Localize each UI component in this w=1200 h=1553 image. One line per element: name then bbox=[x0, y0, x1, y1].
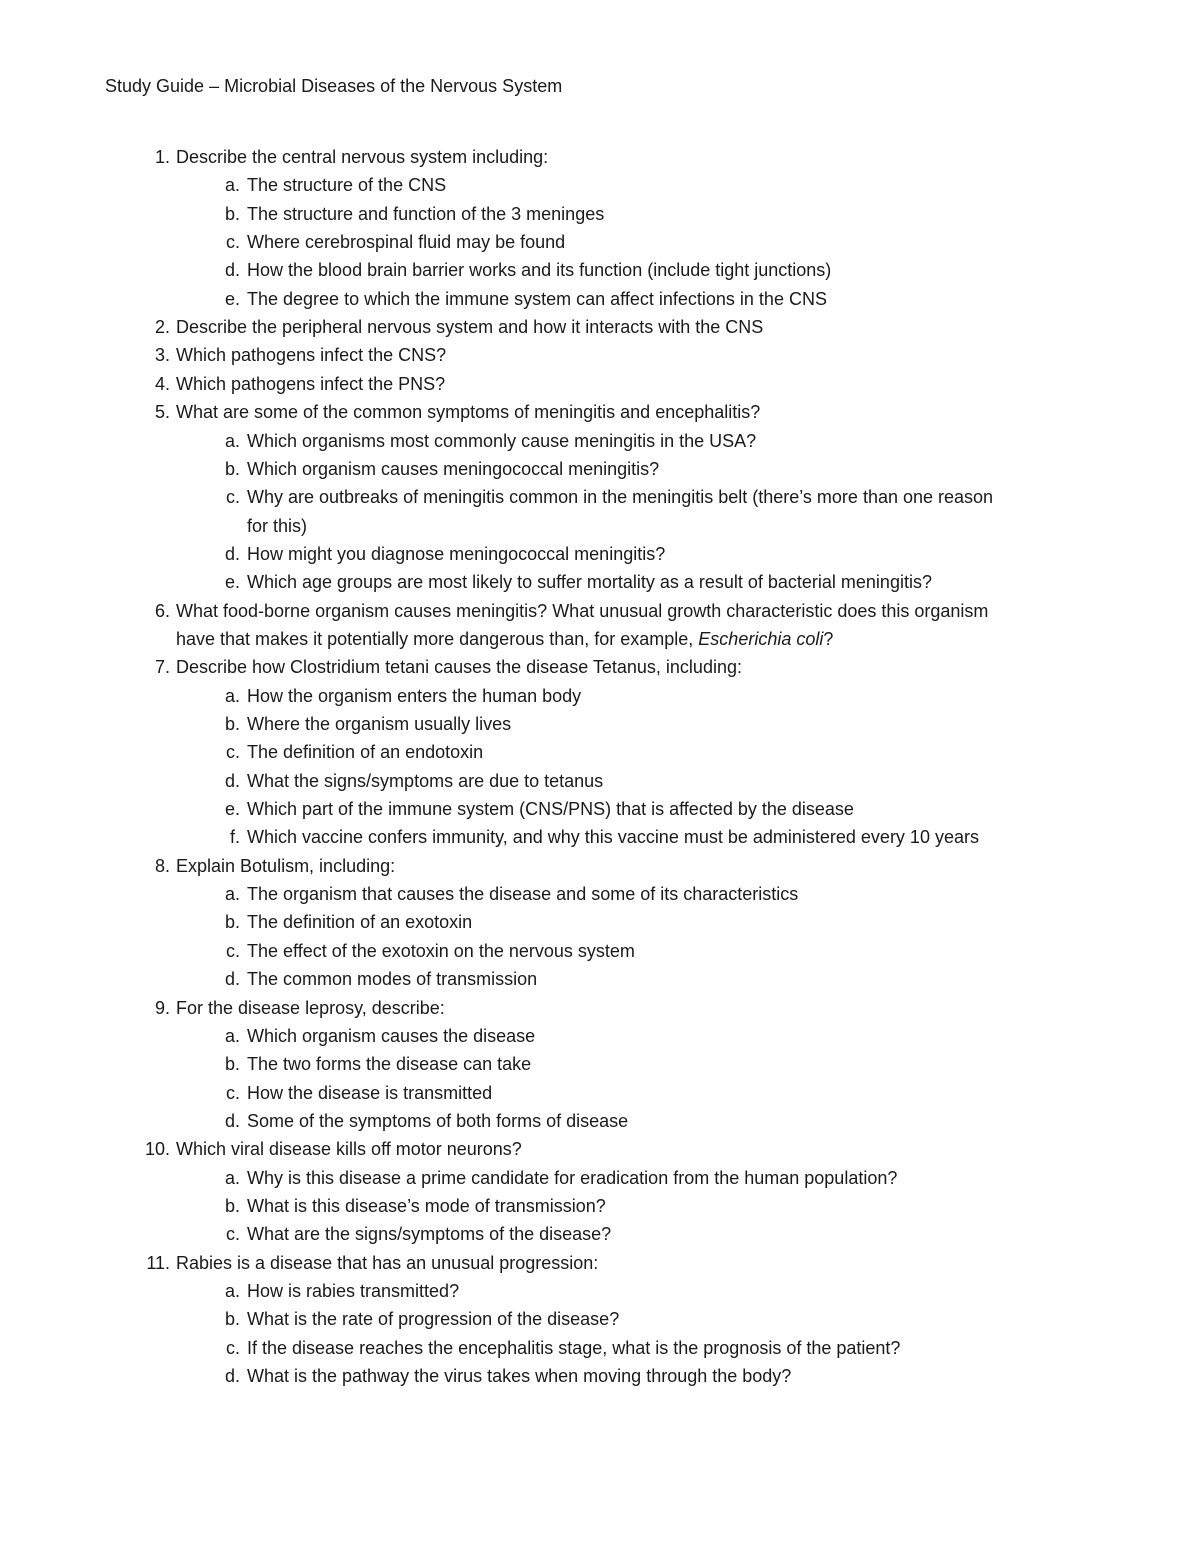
list-marker: d. bbox=[224, 770, 240, 791]
list-marker: d. bbox=[224, 543, 240, 564]
list-marker: a. bbox=[224, 1167, 240, 1188]
sub-question-item bbox=[0, 1222, 1200, 1246]
question-item bbox=[0, 372, 1200, 396]
sub-question-item bbox=[0, 570, 1200, 594]
list-item-text bbox=[176, 145, 548, 169]
list-item-text bbox=[176, 372, 445, 396]
sub-question-item bbox=[0, 230, 1200, 254]
list-marker: b. bbox=[224, 1309, 240, 1330]
list-item-text bbox=[176, 655, 742, 679]
list-item-text-main: Where the organism usually lives bbox=[247, 714, 512, 734]
list-item-text-main: Which organism causes meningococcal meningitis? bbox=[247, 458, 660, 479]
list-item-text-main: The structure of the CNS bbox=[247, 175, 447, 196]
list-item-text bbox=[247, 1307, 619, 1331]
list-item-text bbox=[247, 514, 307, 538]
list-marker: b. bbox=[224, 203, 240, 224]
list-marker: a. bbox=[224, 1281, 240, 1301]
sub-question-item bbox=[0, 1024, 1200, 1048]
list-item-text-main: How might you diagnose meningococcal meningitis? bbox=[247, 543, 666, 564]
list-item-text bbox=[247, 939, 635, 963]
list-item-text-main: The definition of an endotoxin bbox=[247, 742, 484, 763]
question-item bbox=[0, 996, 1200, 1020]
list-item-text bbox=[247, 1052, 531, 1076]
list-marker: a. bbox=[224, 884, 240, 905]
list-marker: f. bbox=[229, 827, 240, 848]
list-item-text-main: Describe the central nervous system including: bbox=[176, 147, 549, 167]
list-item-text-main: For the disease leprosy, describe: bbox=[176, 997, 445, 1018]
sub-question-item bbox=[0, 1081, 1200, 1105]
list-item-text-main: Describe how Clostridium tetani causes the disease Tetanus, including: bbox=[176, 657, 742, 678]
list-marker: 11. bbox=[146, 1252, 170, 1273]
sub-question-item bbox=[0, 825, 1200, 849]
list-item-text-main: Which viral disease kills off motor neurons? bbox=[176, 1139, 522, 1160]
sub-question-item bbox=[0, 1109, 1200, 1133]
list-item-text bbox=[247, 740, 483, 764]
sub-question-item bbox=[0, 797, 1200, 821]
list-item-text-main: What are some of the common symptoms of meningitis and encephalitis? bbox=[176, 402, 761, 423]
question-item bbox=[0, 315, 1200, 339]
sub-question-item bbox=[0, 740, 1200, 764]
sub-question-item bbox=[0, 202, 1200, 226]
list-marker: a. bbox=[224, 685, 240, 706]
list-marker: e. bbox=[224, 799, 240, 820]
list-item-text-main: Some of the symptoms of both forms of disease bbox=[247, 1110, 629, 1131]
list-item-text-main: What is the pathway the virus takes when moving through the body? bbox=[247, 1366, 792, 1387]
list-marker: 4. bbox=[154, 373, 170, 394]
list-marker: c. bbox=[225, 487, 240, 508]
list-item-text bbox=[247, 542, 665, 566]
sub-question-item bbox=[0, 684, 1200, 708]
question-item bbox=[0, 343, 1200, 367]
list-item-text-main: Which organisms most commonly cause meningitis in the USA? bbox=[247, 430, 757, 451]
list-item-text-main: Why are outbreaks of meningitis common in the meningitis belt (there’s more than one reason bbox=[247, 487, 994, 508]
list-marker: 1. bbox=[154, 147, 170, 167]
list-item-text bbox=[247, 684, 581, 708]
list-marker: 3. bbox=[154, 345, 170, 366]
list-item-text-main: The definition of an exotoxin bbox=[247, 912, 473, 933]
italic-species-name: Escherichia coli bbox=[698, 628, 824, 649]
sub-question-item bbox=[0, 967, 1200, 991]
list-item-text bbox=[247, 1166, 897, 1190]
list-item-text-main: What the signs/symptoms are due to tetanus bbox=[247, 770, 604, 791]
list-item-text bbox=[247, 1024, 535, 1048]
list-item-text-main: have that makes it potentially more dangerous than, for example, bbox=[176, 628, 699, 649]
list-item-text bbox=[247, 1222, 611, 1246]
list-item-text-main: Explain Botulism, including: bbox=[176, 855, 396, 876]
list-marker: c. bbox=[225, 1224, 240, 1245]
sub-question-item bbox=[0, 542, 1200, 566]
list-item-text bbox=[247, 485, 993, 509]
list-item-text-tail: ? bbox=[823, 628, 834, 649]
sub-question-item bbox=[0, 457, 1200, 481]
list-marker: c. bbox=[225, 232, 240, 253]
list-marker: d. bbox=[224, 1110, 240, 1131]
question-item bbox=[0, 599, 1200, 623]
list-item-text bbox=[247, 230, 565, 254]
list-marker: c. bbox=[225, 742, 240, 763]
list-item-text bbox=[247, 1279, 459, 1303]
list-item-text bbox=[247, 570, 932, 594]
list-marker: b. bbox=[224, 458, 240, 479]
list-item-text bbox=[176, 343, 446, 367]
list-item-text bbox=[247, 202, 604, 226]
list-item-text-main: The two forms the disease can take bbox=[247, 1054, 532, 1075]
list-marker: c. bbox=[225, 1337, 240, 1358]
list-item-text bbox=[247, 1336, 900, 1360]
list-item-text-main: Where cerebrospinal fluid may be found bbox=[247, 232, 566, 253]
sub-question-item bbox=[0, 258, 1200, 282]
list-item-continuation bbox=[0, 627, 1200, 651]
list-item-text-main: Describe the peripheral nervous system and how it interacts with the CNS bbox=[176, 317, 764, 338]
list-marker: b. bbox=[224, 714, 240, 734]
list-item-text-main: Which part of the immune system (CNS/PNS) that is affected by the disease bbox=[247, 799, 854, 820]
list-item-text-main: Which pathogens infect the PNS? bbox=[176, 373, 446, 394]
list-item-text-main: Which age groups are most likely to suffer mortality as a result of bacterial meningitis? bbox=[247, 572, 932, 593]
list-item-text bbox=[176, 996, 445, 1020]
list-item-text-main: Why is this disease a prime candidate for eradication from the human population? bbox=[247, 1167, 898, 1188]
list-item-text bbox=[247, 882, 798, 906]
list-item-text bbox=[247, 429, 756, 453]
list-item-text bbox=[176, 1251, 598, 1275]
list-marker: 9. bbox=[154, 997, 170, 1018]
question-item bbox=[0, 655, 1200, 679]
document-title: Study Guide – Microbial Diseases of the Nervous System bbox=[105, 76, 563, 96]
list-item-text-main: How the disease is transmitted bbox=[247, 1082, 493, 1103]
list-marker: 2. bbox=[154, 317, 170, 338]
list-item-text bbox=[176, 599, 988, 623]
question-item bbox=[0, 400, 1200, 424]
question-item bbox=[0, 145, 1200, 169]
list-item-text-main: How is rabies transmitted? bbox=[247, 1281, 460, 1301]
list-marker: b. bbox=[224, 1054, 240, 1075]
list-item-text-main: What is this disease’s mode of transmission? bbox=[247, 1195, 606, 1216]
list-item-text bbox=[247, 287, 827, 311]
list-marker: e. bbox=[224, 572, 240, 593]
sub-question-item bbox=[0, 173, 1200, 197]
list-marker: d. bbox=[224, 1366, 240, 1387]
question-item bbox=[0, 1137, 1200, 1161]
list-item-text bbox=[247, 1194, 606, 1218]
list-item-text bbox=[247, 825, 979, 849]
list-item-text bbox=[247, 173, 446, 197]
sub-question-item bbox=[0, 769, 1200, 793]
list-item-text bbox=[247, 769, 603, 793]
sub-question-item bbox=[0, 712, 1200, 736]
list-marker: b. bbox=[224, 1195, 240, 1216]
list-item-text bbox=[176, 400, 760, 424]
list-item-text bbox=[176, 627, 833, 651]
list-marker: d. bbox=[224, 969, 240, 990]
list-item-text-main: Which organism causes the disease bbox=[247, 1025, 536, 1046]
sub-question-item bbox=[0, 1166, 1200, 1190]
list-item-text bbox=[247, 967, 537, 991]
list-item-text bbox=[247, 712, 511, 736]
list-marker: a. bbox=[224, 430, 240, 451]
list-marker: a. bbox=[224, 175, 240, 196]
question-item bbox=[0, 1251, 1200, 1275]
sub-question-item bbox=[0, 910, 1200, 934]
list-item-text-main: for this) bbox=[247, 515, 308, 536]
list-item-text bbox=[247, 1109, 628, 1133]
sub-question-item bbox=[0, 287, 1200, 311]
sub-question-item bbox=[0, 939, 1200, 963]
sub-question-item bbox=[0, 1194, 1200, 1218]
sub-question-item bbox=[0, 1364, 1200, 1388]
list-marker: 7. bbox=[154, 657, 170, 678]
list-item-text-main: If the disease reaches the encephalitis stage, what is the prognosis of the patient? bbox=[247, 1337, 901, 1358]
sub-question-item bbox=[0, 882, 1200, 906]
list-item-text-main: How the organism enters the human body bbox=[247, 685, 582, 706]
list-marker: 10. bbox=[144, 1139, 170, 1160]
list-marker: c. bbox=[225, 940, 240, 961]
list-item-text bbox=[247, 1364, 791, 1388]
list-item-text bbox=[176, 854, 395, 878]
list-item-text-main: Which vaccine confers immunity, and why this vaccine must be administered every 10 years bbox=[247, 827, 979, 848]
list-item-text-main: What food-borne organism causes meningitis? What unusual growth characteristic does this organism bbox=[176, 600, 989, 621]
list-item-text-main: The common modes of transmission bbox=[247, 969, 538, 990]
list-item-text-main: Rabies is a disease that has an unusual progression: bbox=[176, 1252, 599, 1273]
list-item-text-main: The organism that causes the disease and some of its characteristics bbox=[247, 884, 799, 905]
list-marker: b. bbox=[224, 912, 240, 933]
list-item-text-main: What is the rate of progression of the disease? bbox=[247, 1309, 620, 1330]
list-item-continuation bbox=[0, 514, 1200, 538]
sub-question-item bbox=[0, 1307, 1200, 1331]
list-marker: e. bbox=[224, 288, 240, 309]
list-item-text bbox=[247, 457, 659, 481]
list-marker: a. bbox=[224, 1025, 240, 1046]
list-item-text-main: The degree to which the immune system can affect infections in the CNS bbox=[247, 288, 827, 309]
sub-question-item bbox=[0, 1279, 1200, 1303]
list-item-text bbox=[176, 315, 763, 339]
list-item-text bbox=[247, 910, 472, 934]
list-item-text-main: How the blood brain barrier works and its function (include tight junctions) bbox=[247, 260, 832, 281]
list-item-text bbox=[247, 258, 831, 282]
list-marker: c. bbox=[225, 1082, 240, 1103]
sub-question-item bbox=[0, 485, 1200, 509]
list-item-text bbox=[247, 1081, 492, 1105]
list-item-text-main: The effect of the exotoxin on the nervous system bbox=[247, 940, 635, 961]
sub-question-item bbox=[0, 429, 1200, 453]
list-item-text-main: Which pathogens infect the CNS? bbox=[176, 345, 447, 366]
sub-question-item bbox=[0, 1336, 1200, 1360]
list-marker: 6. bbox=[154, 600, 170, 621]
sub-question-item bbox=[0, 1052, 1200, 1076]
list-marker: 5. bbox=[154, 402, 170, 423]
list-item-text-main: The structure and function of the 3 meninges bbox=[247, 203, 605, 224]
list-marker: d. bbox=[224, 260, 240, 281]
list-marker: 8. bbox=[154, 855, 170, 876]
list-item-text-main: What are the signs/symptoms of the disease? bbox=[247, 1224, 612, 1245]
list-item-text bbox=[176, 1137, 522, 1161]
question-item bbox=[0, 854, 1200, 878]
list-item-text bbox=[247, 797, 854, 821]
